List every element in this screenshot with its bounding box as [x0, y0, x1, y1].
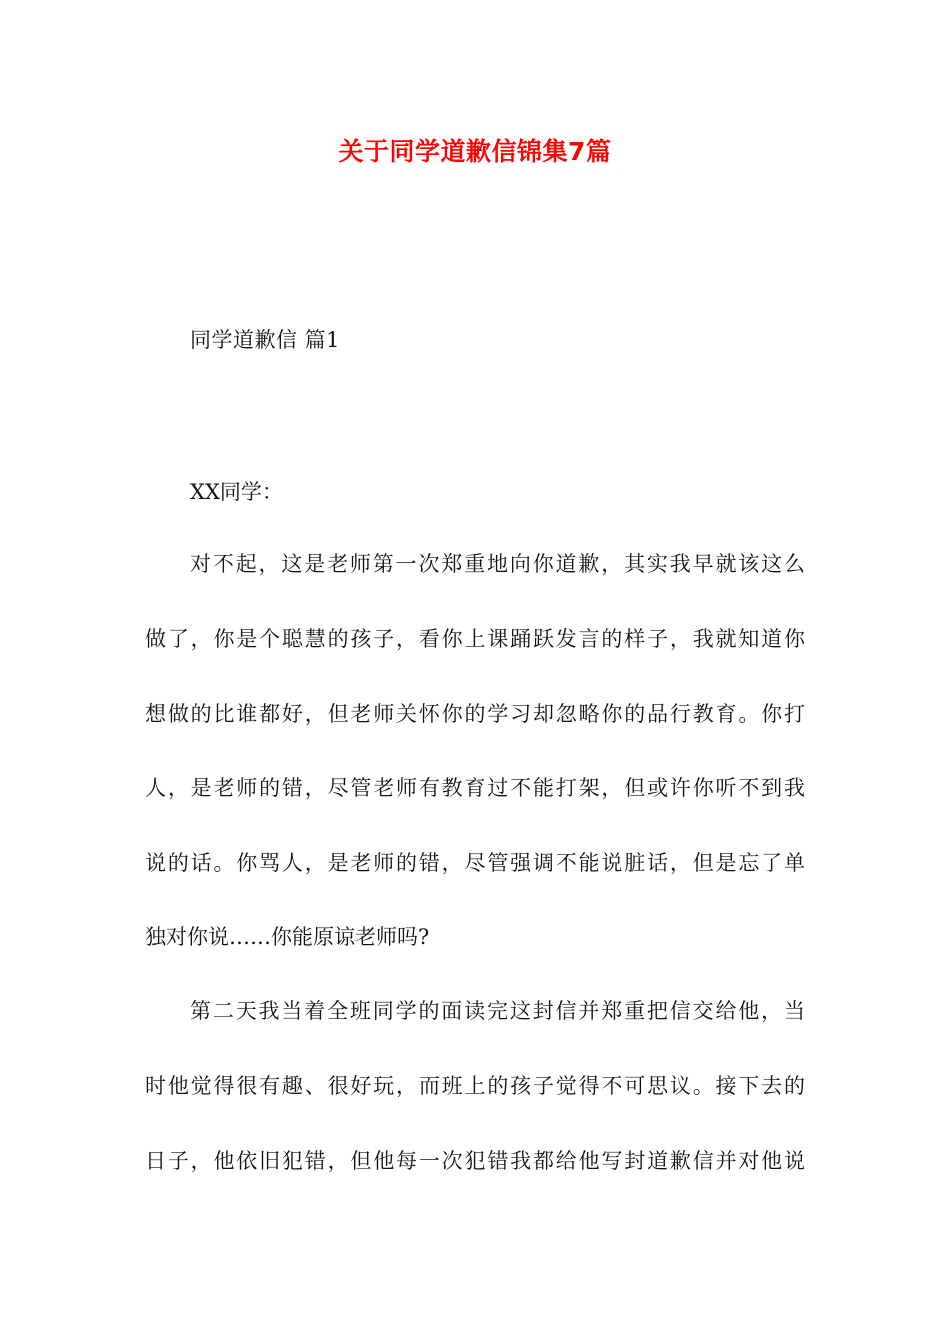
paragraph-1-line-6: 独对你说……你能原谅老师吗?	[145, 925, 430, 949]
paragraph-1-line-2: 做了，你是个聪慧的孩子，看你上课踊跃发言的样子，我就知道你	[145, 627, 805, 651]
paragraph-2-line-1: 第二天我当着全班同学的面读完这封信并郑重把信交给他，当	[190, 999, 805, 1023]
paragraph-2-line-2: 时他觉得很有趣、很好玩，而班上的孩子觉得不可思议。接下去的	[145, 1074, 805, 1098]
paragraph-1-line-5: 说的话。你骂人，是老师的错，尽管强调不能说脏话，但是忘了单	[145, 851, 805, 875]
paragraph-1-line-4: 人，是老师的错，尽管老师有教育过不能打架，但或许你听不到我	[145, 776, 805, 800]
paragraph-1-line-1: 对不起，这是老师第一次郑重地向你道歉，其实我早就该这么	[190, 552, 805, 576]
paragraph-2-line-3: 日子，他依旧犯错，但他每一次犯错我都给他写封道歉信并对他说	[145, 1149, 805, 1173]
paragraph-1-line-3: 想做的比谁都好，但老师关怀你的学习却忽略你的品行教育。你打	[145, 702, 805, 726]
letter-salutation: XX同学：	[190, 480, 283, 504]
section-heading: 同学道歉信 篇1	[190, 328, 341, 352]
document-title: 关于同学道歉信锦集7篇	[338, 137, 612, 166]
